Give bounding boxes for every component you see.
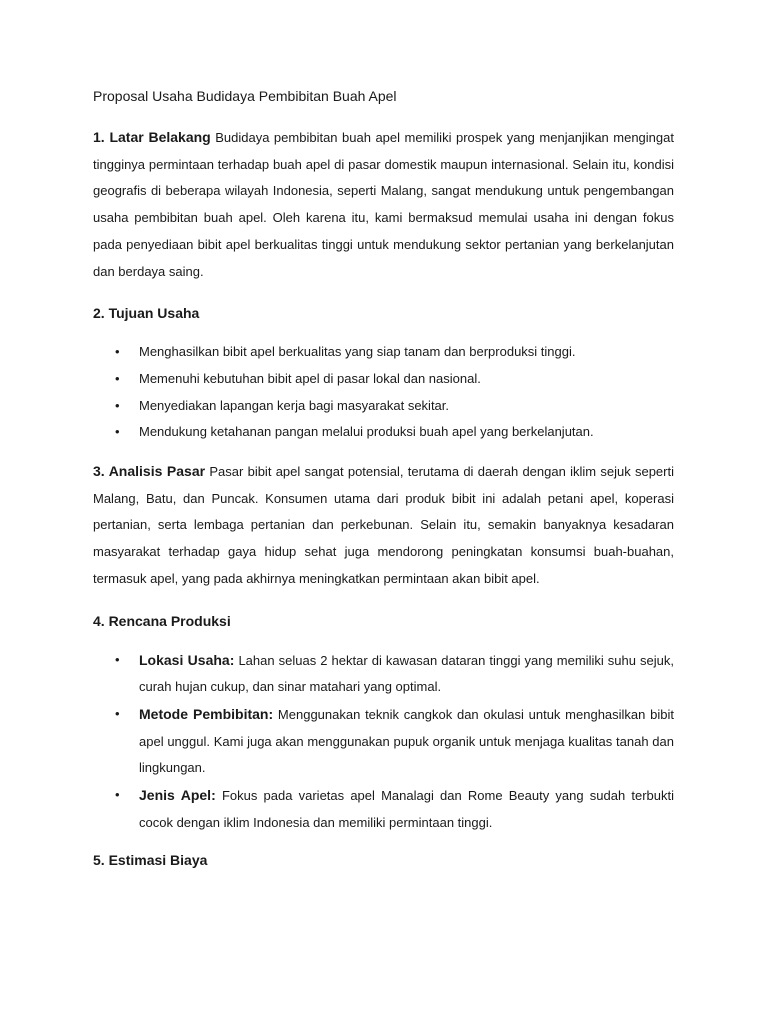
list-item [93,647,674,701]
section-analisis-pasar [93,458,674,593]
bullet-icon: • [115,787,120,803]
document-page [93,84,674,886]
list-item [93,419,674,446]
section-heading-4: 4. Rencana Produksi [93,612,231,629]
list-item-text: Fokus pada varietas apel Manalagi dan Rome Beauty yang sudah terbukti cocok dengan iklim Indonesia dan memiliki permintaan tinggi. [139,788,674,830]
list-item [93,701,674,782]
list-item [93,782,674,836]
list-item-text: Menggunakan teknik cangkok dan okulasi untuk menghasilkan bibit apel unggul. Kami juga akan menggunakan pupuk organik untuk menjaga kualitas tanah dan lingkungan. [139,706,674,776]
list-item-term: Metode Pembibitan: [139,705,274,722]
tujuan-list [93,339,674,446]
list-item-text: Menyediakan lapangan kerja bagi masyarakat sekitar. [139,397,450,413]
section-heading-3: 3. Analisis Pasar [93,463,206,480]
bullet-icon: • [115,424,120,440]
bullet-icon: • [115,705,120,721]
bullet-icon: • [115,370,120,386]
section-heading-2: 2. Tujuan Usaha [93,305,200,322]
document-title: Proposal Usaha Budidaya Pembibitan Buah Apel [93,88,397,104]
list-item [93,393,674,420]
list-item [93,339,674,366]
list-item-text: Mendukung ketahanan pangan melalui produksi buah apel yang berkelanjutan. [139,424,594,440]
section-latar-belakang [93,124,674,285]
rencana-produksi-list [93,647,674,837]
list-item-term: Lokasi Usaha: [139,651,235,668]
list-item-text: Menghasilkan bibit apel berkualitas yang siap tanam dan berproduksi tinggi. [139,344,576,360]
bullet-icon: • [115,651,120,667]
section-heading-1: 1. Latar Belakang [93,129,211,145]
bullet-icon: • [115,344,120,360]
list-item-text: Lahan seluas 2 hektar di kawasan dataran tinggi yang memiliki suhu sejuk, curah hujan cukup, dan sinar matahari yang optimal. [139,652,674,695]
list-item-text: Memenuhi kebutuhan bibit apel di pasar lokal dan nasional. [139,370,481,386]
list-item [93,366,674,393]
list-item-term: Jenis Apel: [139,787,216,804]
section-text-1: Budidaya pembibitan buah apel memiliki prospek yang menjanjikan mengingat tingginya permintaan terhadap buah apel di pasar domestik maupun internasional. Selain itu, kondisi geografis di beberapa wilayah Indonesia, seperti Malang, sangat mendukung untuk pengembangan usaha pembibitan buah apel. Oleh karena itu, kami bermaksud memulai usaha ini dengan fokus pada penyediaan bibit apel berkualitas tinggi untuk mendukung sektor pertanian yang berkelanjutan dan berdaya saing. [93,130,674,279]
section-heading-5: 5. Estimasi Biaya [93,852,208,869]
section-text-3: Pasar bibit apel sangat potensial, terutama di daerah dengan iklim sejuk seperti Malang, Batu, dan Puncak. Konsumen utama dari produk bibit ini adalah petani apel, koperasi pertanian, serta lembaga pertanian dan perkebunan. Selain itu, semakin banyaknya kesadaran masyarakat terhadap gaya hidup sehat juga mendorong peningkatan konsumsi buah-buahan, termasuk apel, yang pada akhirnya meningkatkan permintaan akan bibit apel. [93,464,674,586]
bullet-icon: • [115,397,120,413]
